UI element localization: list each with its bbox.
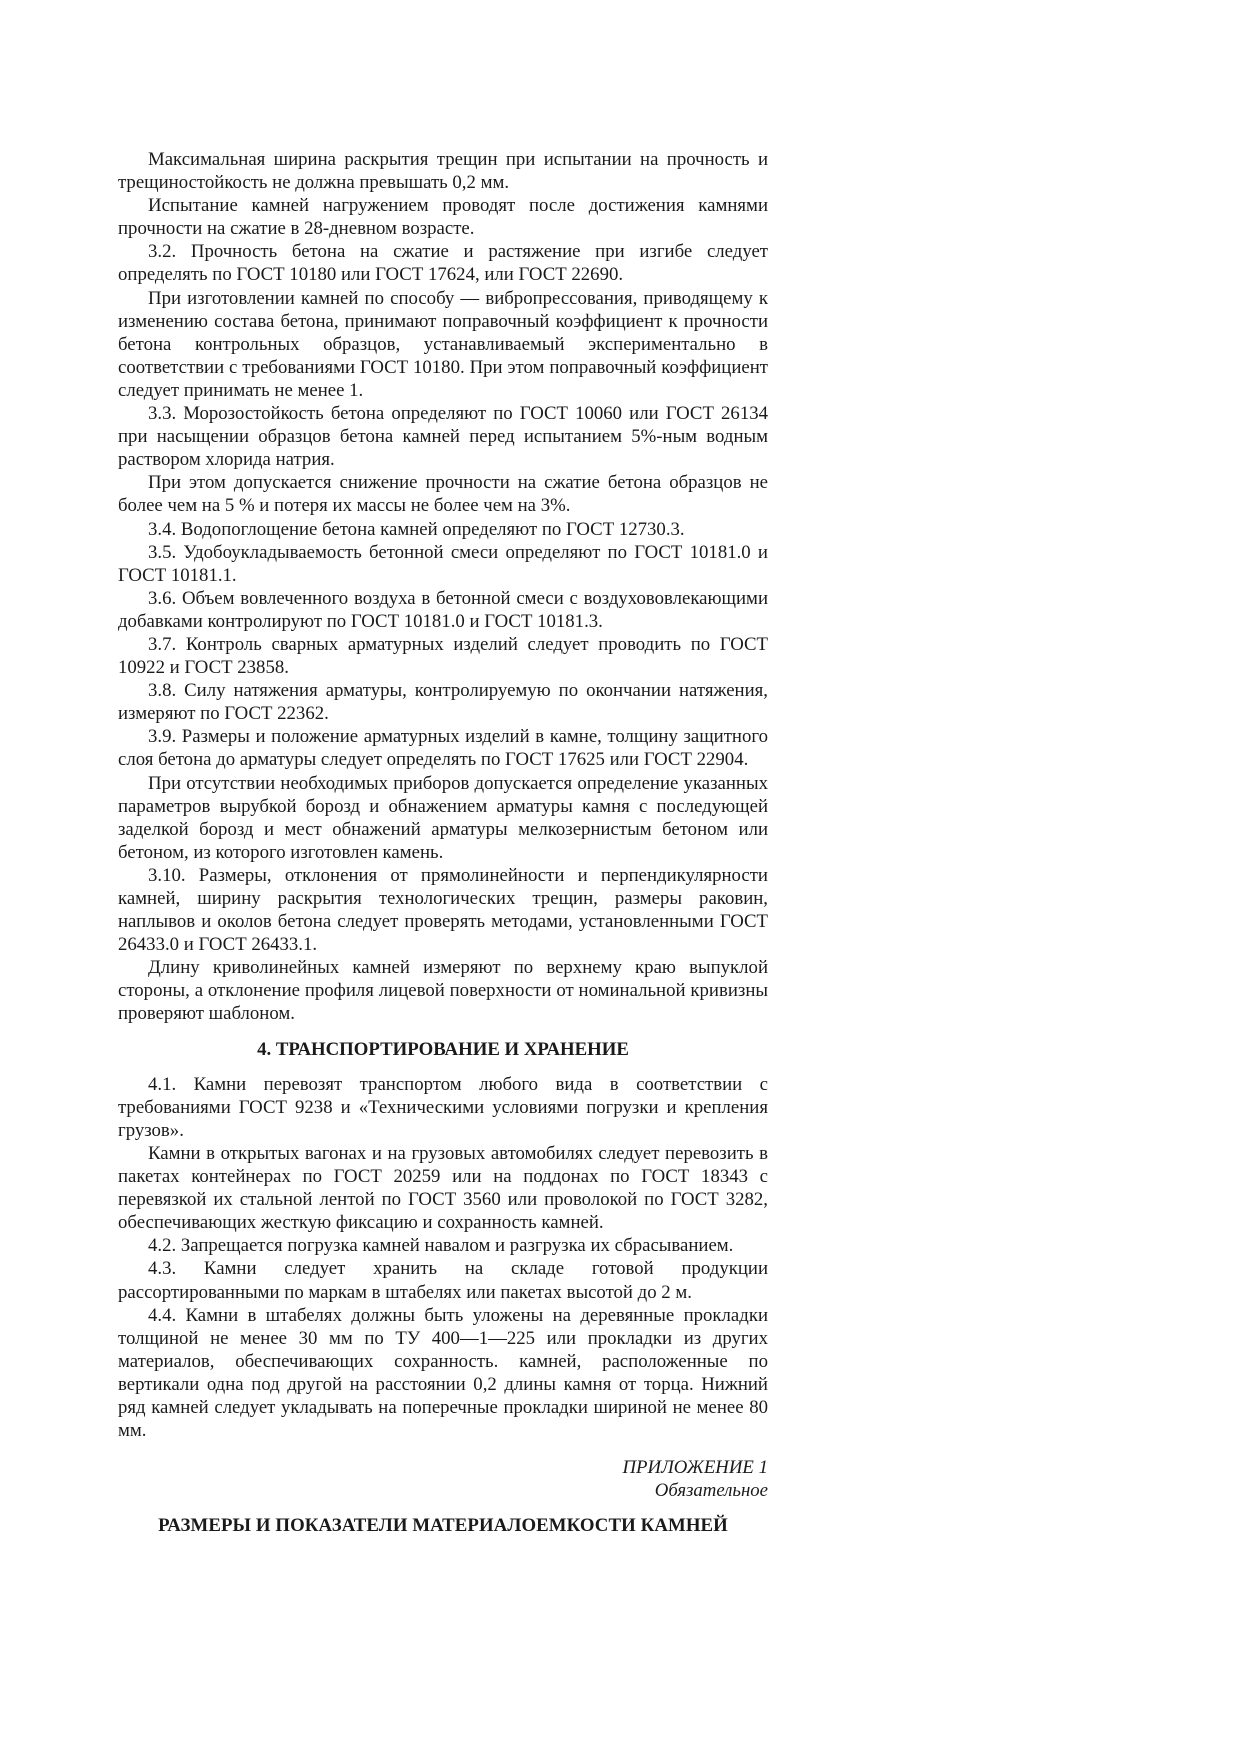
appendix-title: РАЗМЕРЫ И ПОКАЗАТЕЛИ МАТЕРИАЛОЕМКОСТИ КАМНЕЙ <box>158 1515 728 1537</box>
paragraph-3-6: 3.6. Объем вовлеченного воздуха в бетонной смеси с воздухововлекающими добавками контролируют по ГОСТ 10181.0 и ГОСТ 10181.3. <box>118 587 768 632</box>
paragraph-3-7: 3.7. Контроль сварных арматурных изделий следует проводить по ГОСТ 10922 и ГОСТ 23858. <box>118 633 768 679</box>
paragraph: Максимальная ширина раскрытия трещин при испытании на прочность и трещиностойкость не должна превышать 0,2 мм. <box>118 149 768 194</box>
section-3-body <box>118 148 768 1026</box>
paragraph-3-8: 3.8. Силу натяжения арматуры, контролируемую по окончании натяжения, измеряют по ГОСТ 22362. <box>118 680 768 725</box>
paragraph: При изготовлении камней по способу — вибропрессования, приводящему к изменению состава бетона, принимают поправочный коэффициент к прочности бетона контрольных образцов, устанавливаемый экспериментально в соответствии с требованиями ГОСТ 10180. При этом поправочный коэффициент следует принимать не менее 1. <box>118 287 768 401</box>
paragraph-3-10: 3.10. Размеры, отклонения от прямолинейности и перпендикулярности камней, ширину раскрытия технологических трещин, размеры раковин, наплывов и околов бетона следует проверять методами, установленными ГОСТ 26433.0 и ГОСТ 26433.1. <box>118 864 768 956</box>
paragraph-4-4: 4.4. Камни в штабелях должны быть уложены на деревянные прокладки толщиной не менее 30 мм по ТУ 400—1—225 или прокладки из других материалов, обеспечивающих сохранность. камней, расположенные по вертикали одна под другой на расстоянии 0,2 длины камня от торца. Нижний ряд камней следует укладывать на поперечные прокладки шириной не менее 80 мм. <box>118 1304 768 1442</box>
document-page <box>118 148 768 1537</box>
paragraph-3-3: 3.3. Морозостойкость бетона определяют по ГОСТ 10060 или ГОСТ 26134 при насыщении образцов бетона камней перед испытанием 5%-ным водным раствором хлорида натрия. <box>118 403 768 471</box>
paragraph: При отсутствии необходимых приборов допускается определение указанных параметров вырубкой борозд и обнажением арматуры камня с последующей заделкой борозд и мест обнажений арматуры мелкозернистым бетоном или бетоном, из которого изготовлен камень. <box>118 772 768 863</box>
paragraph-3-4: 3.4. Водопоглощение бетона камней определяют по ГОСТ 12730.3. <box>148 518 685 540</box>
appendix-label: ПРИЛОЖЕНИЕ 1 <box>622 1457 768 1479</box>
paragraph-4-2: 4.2. Запрещается погрузка камней навалом и разгрузка их сбрасыванием. <box>148 1235 734 1257</box>
section-4-heading: 4. ТРАНСПОРТИРОВАНИЕ И ХРАНЕНИЕ <box>257 1038 629 1060</box>
paragraph-3-2: 3.2. Прочность бетона на сжатие и растяжение при изгибе следует определять по ГОСТ 10180 или ГОСТ 17624, или ГОСТ 22690. <box>118 241 768 286</box>
appendix-status: Обязательное <box>654 1480 768 1502</box>
paragraph: Камни в открытых вагонах и на грузовых автомобилях следует перевозить в пакетах контейнерах по ГОСТ 20259 или на поддонах по ГОСТ 18343 с перевязкой их стальной лентой по ГОСТ 3560 или проволокой по ГОСТ 3282, обеспечивающих жесткую фиксацию и сохранность камней. <box>118 1142 768 1234</box>
paragraph: При этом допускается снижение прочности на сжатие бетона образцов не более чем на 5 % и потеря их массы не более чем на 3%. <box>118 472 768 517</box>
paragraph-4-3: 4.3. Камни следует хранить на складе готовой продукции рассортированными по маркам в штабелях или пакетах высотой до 2 м. <box>118 1258 768 1303</box>
paragraph-3-9: 3.9. Размеры и положение арматурных изделий в камне, толщину защитного слоя бетона до арматуры следует определять по ГОСТ 17625 или ГОСТ 22904. <box>118 726 768 771</box>
paragraph: Испытание камней нагружением проводят после достижения камнями прочности на сжатие в 28-дневном возрасте. <box>118 195 768 240</box>
paragraph-4-1: 4.1. Камни перевозят транспортом любого вида в соответствии с требованиями ГОСТ 9238 и «Техническими условиями погрузки и крепления грузов». <box>118 1073 768 1141</box>
paragraph: Длину криволинейных камней измеряют по верхнему краю выпуклой стороны, а отклонение профиля лицевой поверхности от номинальной кривизны проверяют шаблоном. <box>118 957 768 1025</box>
section-4-body <box>118 1073 768 1443</box>
paragraph-3-5: 3.5. Удобоукладываемость бетонной смеси определяют по ГОСТ 10181.0 и ГОСТ 10181.1. <box>118 541 768 586</box>
